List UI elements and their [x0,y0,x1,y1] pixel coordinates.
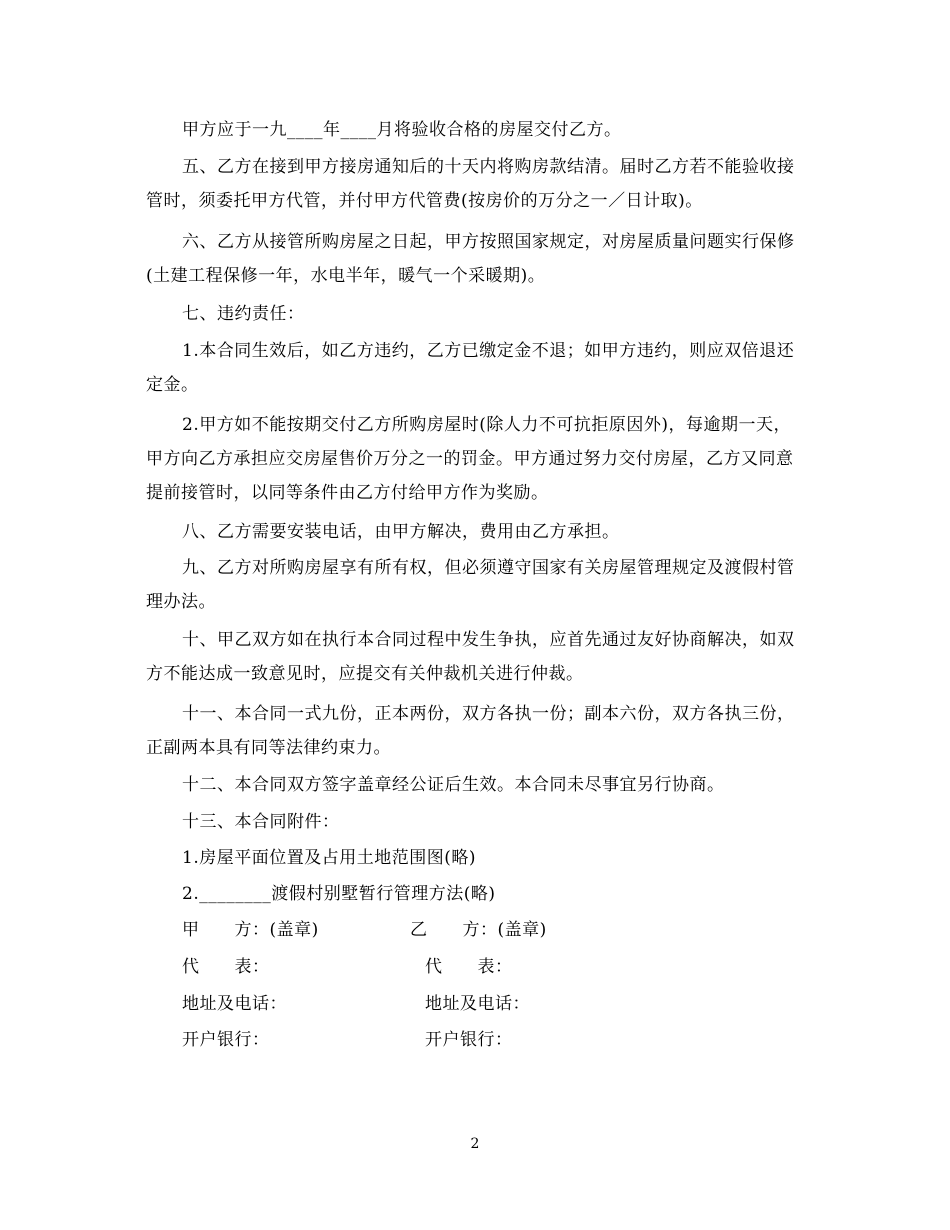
party-b-representative-label: 代 表： [425,957,513,977]
party-b-address-label: 地址及电话： [425,994,530,1014]
party-b-seal-label: 乙 方：(盖章) [410,920,547,940]
paragraph-clause-7-2: 2.甲方如不能按期交付乙方所购房屋时(除人力不可抗拒原因外)，每逾期一天，甲方向乙方承担应交房屋售价万分之一的罚金。甲方通过努力交付房屋，乙方又同意提前接管时，以同等条件由乙方付给甲方作为奖励。 [146,415,794,503]
paragraph-attachment-1: 1.房屋平面位置及占用土地范围图(略) [182,848,476,868]
paragraph-clause-13-heading: 十三、本合同附件： [182,812,340,832]
party-a-address-label: 地址及电话： [182,994,287,1014]
party-a-bank-label: 开户银行： [182,1030,270,1050]
paragraph-clause-5: 五、乙方在接到甲方接房通知后的十天内将购房款结清。届时乙方若不能验收接管时，须委托甲方代管，并付甲方代管费(按房价的万分之一／日计取)。 [146,157,795,211]
page-number: 2 [470,1136,480,1152]
paragraph-delivery-date: 甲方应于一九____年____月将验收合格的房屋交付乙方。 [182,120,622,140]
paragraph-clause-8: 八、乙方需要安装电话，由甲方解决，费用由乙方承担。 [182,522,620,542]
paragraph-clause-6: 六、乙方从接管所购房屋之日起，甲方按照国家规定，对房屋质量问题实行保修(土建工程保修一年，水电半年，暖气一个采暖期)。 [146,232,795,286]
paragraph-clause-7-heading: 七、违约责任： [182,304,305,324]
party-a-seal-label: 甲 方：(盖章) [182,920,319,940]
paragraph-clause-12: 十二、本合同双方签字盖章经公证后生效。本合同未尽事宜另行协商。 [182,775,725,795]
paragraph-attachment-2: 2.________渡假村别墅暂行管理方法(略) [182,884,496,904]
paragraph-clause-7-1: 1.本合同生效后，如乙方违约，乙方已缴定金不退；如甲方违约，则应双倍退还定金。 [146,341,795,395]
paragraph-clause-11: 十一、本合同一式九份，正本两份，双方各执一份；副本六份，双方各执三份，正副两本具有同等法律约束力。 [146,704,795,758]
party-a-representative-label: 代 表： [182,957,270,977]
paragraph-clause-10: 十、甲乙双方如在执行本合同过程中发生争执，应首先通过友好协商解决，如双方不能达成一致意见时，应提交有关仲裁机关进行仲裁。 [146,630,795,684]
paragraph-clause-9: 九、乙方对所购房屋享有所有权，但必须遵守国家有关房屋管理规定及渡假村管理办法。 [146,558,795,612]
party-b-bank-label: 开户银行： [425,1030,513,1050]
